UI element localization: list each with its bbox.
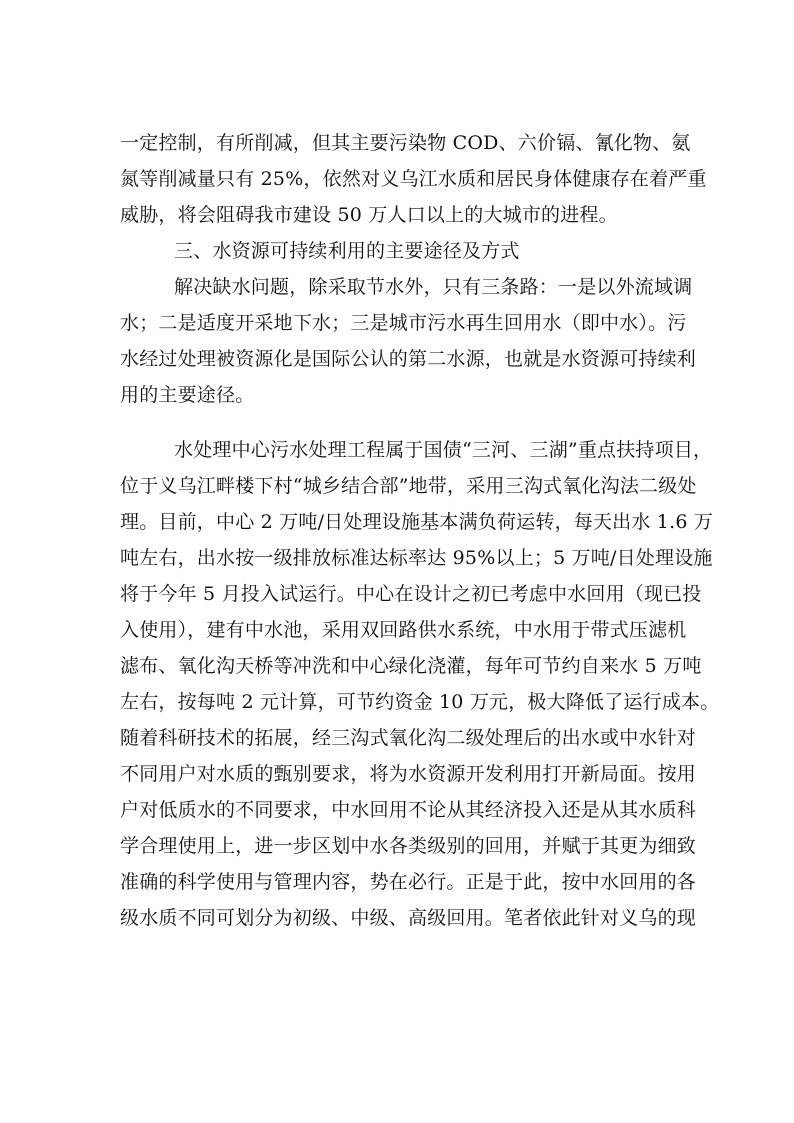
paragraph-line: 理。目前，中心 2 万吨/日处理设施基本满负荷运转，每天出水 1.6 万 (120, 511, 714, 533)
paragraph-line: 水；二是适度开采地下水；三是城市污水再生回用水（即中水）。污 (120, 312, 687, 334)
paragraph-line: 解决缺水问题，除采取节水外，只有三条路：一是以外流域调 (174, 276, 693, 298)
paragraph-line: 氮等削减量只有 25%，依然对义乌江水质和居民身体健康存在着严重 (120, 168, 707, 190)
section-heading: 三、水资源可持续利用的主要途径及方式 (174, 240, 520, 262)
paragraph-line: 左右，按每吨 2 元计算，可节约资金 10 万元，极大降低了运行成本。 (120, 691, 720, 713)
paragraph-line: 位于义乌江畔楼下村“城乡结合部”地带，采用三沟式氧化沟法二级处 (120, 475, 697, 497)
paragraph-line: 将于今年 5 月投入试运行。中心在设计之初已考虑中水回用（现已投 (120, 583, 702, 605)
paragraph-line: 户对低质水的不同要求，中水回用不论从其经济投入还是从其水质科 (120, 799, 697, 821)
paragraph-line: 水经过处理被资源化是国际公认的第二水源，也就是水资源可持续利 (120, 348, 697, 370)
paragraph-line: 入使用），建有中水池，采用双回路供水系统，中水用于带式压滤机 (120, 619, 687, 641)
paragraph-line: 随着科研技术的拓展，经三沟式氧化沟二级处理后的出水或中水针对 (120, 727, 697, 749)
paragraph-line: 吨左右，出水按一级排放标准达标率达 95%以上；5 万吨/日处理设施 (120, 547, 713, 569)
paragraph-line: 不同用户对水质的甄别要求，将为水资源开发利用打开新局面。按用 (120, 763, 697, 785)
paragraph-line: 滤布、氧化沟天桥等冲洗和中心绿化浇灌，每年可节约自来水 5 万吨 (120, 655, 702, 677)
paragraph-line: 级水质不同可划分为初级、中级、高级回用。笔者依此针对义乌的现 (120, 907, 697, 929)
paragraph-line: 用的主要途径。 (120, 384, 255, 406)
paragraph-line: 一定控制，有所削减，但其主要污染物 COD、六价镉、氰化物、氨 (120, 132, 691, 154)
paragraph-line: 水处理中心污水处理工程属于国债“三河、三湖”重点扶持项目， (174, 439, 713, 461)
paragraph-line: 准确的科学使用与管理内容，势在必行。正是于此，按中水回用的各 (120, 871, 697, 893)
paragraph-line: 学合理使用上，进一步区划中水各类级别的回用，并赋于其更为细致 (120, 835, 697, 857)
paragraph-line: 威胁，将会阻碍我市建设 50 万人口以上的大城市的进程。 (120, 204, 618, 226)
